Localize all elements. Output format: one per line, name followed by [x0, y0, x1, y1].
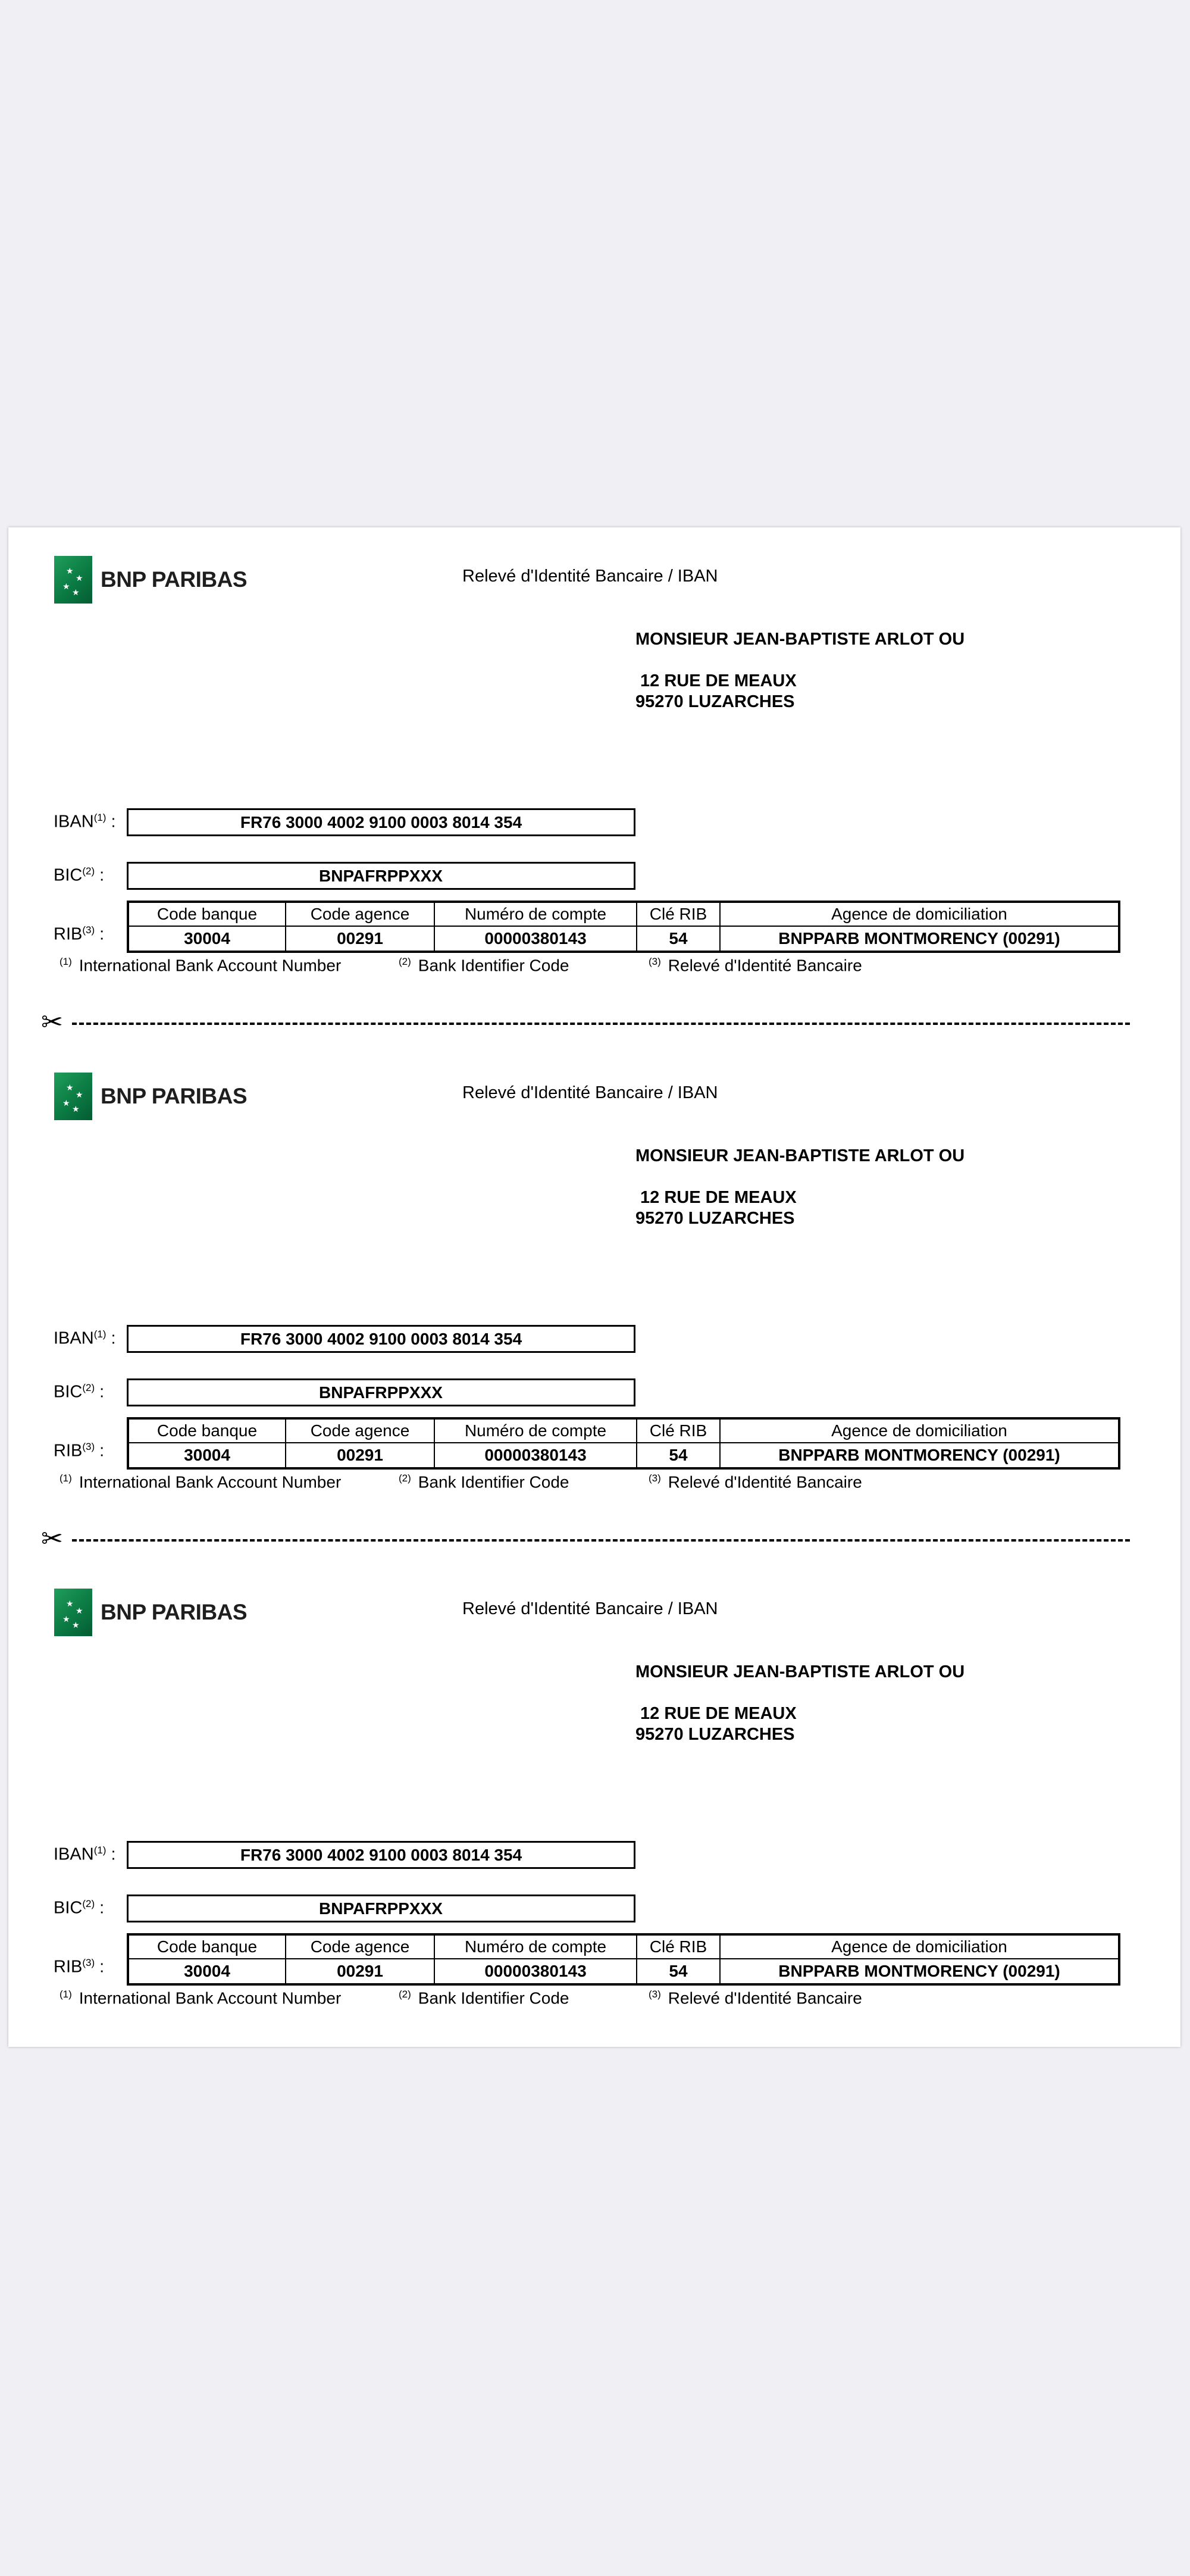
document-title: Relevé d'Identité Bancaire / IBAN [462, 1083, 718, 1102]
bic-label: BIC$^{(2)}$ : [54, 1382, 105, 1402]
rib-table [127, 1933, 1120, 1986]
bank-logo [54, 1073, 247, 1120]
bic-value: BNPAFRPPXXX [127, 1378, 635, 1406]
header-numero-compte: Numéro de compte [434, 1934, 637, 1959]
address-line-2: 95270 LUZARCHES [635, 1209, 795, 1228]
header-agence: Agence de domiciliation [720, 902, 1119, 926]
bnp-stars-icon: ★ ★ ★ ★ [54, 1073, 92, 1120]
value-numero-compte: 00000380143 [434, 926, 637, 952]
header-numero-compte: Numéro de compte [434, 902, 637, 926]
address-line-2: 95270 LUZARCHES [635, 692, 795, 711]
header-cle-rib: Clé RIB [637, 1934, 720, 1959]
rib-copy-1 [8, 527, 1180, 1045]
header-numero-compte: Numéro de compte [434, 1418, 637, 1443]
rib-document [8, 527, 1180, 2047]
bic-label: BIC$^{(2)}$ : [54, 1898, 105, 1918]
value-code-agence: 00291 [286, 1443, 434, 1468]
document-title: Relevé d'Identité Bancaire / IBAN [462, 1599, 718, 1618]
address-line-1: 12 RUE DE MEAUX [640, 1188, 797, 1207]
footnote-2: $^{(2)}$ Bank Identifier Code [399, 956, 569, 975]
header-code-agence: Code agence [286, 902, 434, 926]
header-agence: Agence de domiciliation [720, 1934, 1119, 1959]
header-code-agence: Code agence [286, 1418, 434, 1443]
value-code-banque: 30004 [128, 1443, 286, 1468]
value-code-agence: 00291 [286, 926, 434, 952]
rib-label: RIB$^{(3)}$ : [54, 1441, 105, 1461]
dashed-line [72, 1539, 1130, 1542]
value-numero-compte: 00000380143 [434, 1443, 637, 1468]
iban-label: IBAN$^{(1)}$ : [54, 812, 116, 831]
footnote-1: $^{(1)}$ International Bank Account Number [60, 1473, 342, 1492]
header-code-agence: Code agence [286, 1934, 434, 1959]
footnote-2: $^{(2)}$ Bank Identifier Code [399, 1989, 569, 2008]
bic-label: BIC$^{(2)}$ : [54, 865, 105, 885]
account-holder: MONSIEUR JEAN-BAPTISTE ARLOT OU [635, 1146, 965, 1165]
bank-name: BNP PARIBAS [101, 1084, 248, 1108]
value-agence: BNPPARB MONTMORENCY (00291) [720, 926, 1119, 952]
cut-line-2 [41, 1524, 1130, 1553]
header-cle-rib: Clé RIB [637, 1418, 720, 1443]
value-cle-rib: 54 [637, 1959, 720, 1984]
address-line-1: 12 RUE DE MEAUX [640, 1704, 797, 1723]
bank-name: BNP PARIBAS [101, 567, 248, 592]
rib-label: RIB$^{(3)}$ : [54, 924, 105, 944]
document-title: Relevé d'Identité Bancaire / IBAN [462, 567, 718, 586]
value-code-banque: 30004 [128, 926, 286, 952]
footnote-1: $^{(1)}$ International Bank Account Number [60, 956, 342, 975]
header-agence: Agence de domiciliation [720, 1418, 1119, 1443]
scissors-icon: ✂ [41, 1524, 63, 1553]
iban-label: IBAN$^{(1)}$ : [54, 1845, 116, 1864]
iban-value: FR76 3000 4002 9100 0003 8014 354 [127, 1841, 635, 1869]
footnote-3: $^{(3)}$ Relevé d'Identité Bancaire [649, 1989, 862, 2008]
rib-table [127, 1417, 1120, 1470]
value-cle-rib: 54 [637, 926, 720, 952]
bank-logo [54, 556, 247, 604]
value-code-banque: 30004 [128, 1959, 286, 1984]
rib-table [127, 901, 1120, 953]
bank-name: BNP PARIBAS [101, 1600, 248, 1624]
dashed-line [72, 1023, 1130, 1025]
value-numero-compte: 00000380143 [434, 1959, 637, 1984]
header-code-banque: Code banque [128, 902, 286, 926]
rib-label: RIB$^{(3)}$ : [54, 1957, 105, 1977]
iban-value: FR76 3000 4002 9100 0003 8014 354 [127, 808, 635, 836]
footnote-2: $^{(2)}$ Bank Identifier Code [399, 1473, 569, 1492]
rib-copy-3 [8, 1560, 1180, 2078]
value-code-agence: 00291 [286, 1959, 434, 1984]
bank-logo [54, 1589, 247, 1636]
bic-value: BNPAFRPPXXX [127, 1895, 635, 1922]
cut-line-1 [41, 1008, 1130, 1037]
iban-value: FR76 3000 4002 9100 0003 8014 354 [127, 1325, 635, 1353]
header-cle-rib: Clé RIB [637, 902, 720, 926]
account-holder: MONSIEUR JEAN-BAPTISTE ARLOT OU [635, 630, 965, 649]
value-agence: BNPPARB MONTMORENCY (00291) [720, 1443, 1119, 1468]
footnote-3: $^{(3)}$ Relevé d'Identité Bancaire [649, 956, 862, 975]
header-code-banque: Code banque [128, 1934, 286, 1959]
account-holder: MONSIEUR JEAN-BAPTISTE ARLOT OU [635, 1662, 965, 1681]
bnp-stars-icon: ★ ★ ★ ★ [54, 1589, 92, 1636]
value-agence: BNPPARB MONTMORENCY (00291) [720, 1959, 1119, 1984]
address-line-1: 12 RUE DE MEAUX [640, 671, 797, 690]
value-cle-rib: 54 [637, 1443, 720, 1468]
header-code-banque: Code banque [128, 1418, 286, 1443]
footnote-3: $^{(3)}$ Relevé d'Identité Bancaire [649, 1473, 862, 1492]
address-line-2: 95270 LUZARCHES [635, 1725, 795, 1744]
iban-label: IBAN$^{(1)}$ : [54, 1328, 116, 1348]
scissors-icon: ✂ [41, 1008, 63, 1037]
bnp-stars-icon: ★ ★ ★ ★ [54, 556, 92, 604]
footnote-1: $^{(1)}$ International Bank Account Number [60, 1989, 342, 2008]
rib-copy-2 [8, 1044, 1180, 1562]
bic-value: BNPAFRPPXXX [127, 862, 635, 890]
